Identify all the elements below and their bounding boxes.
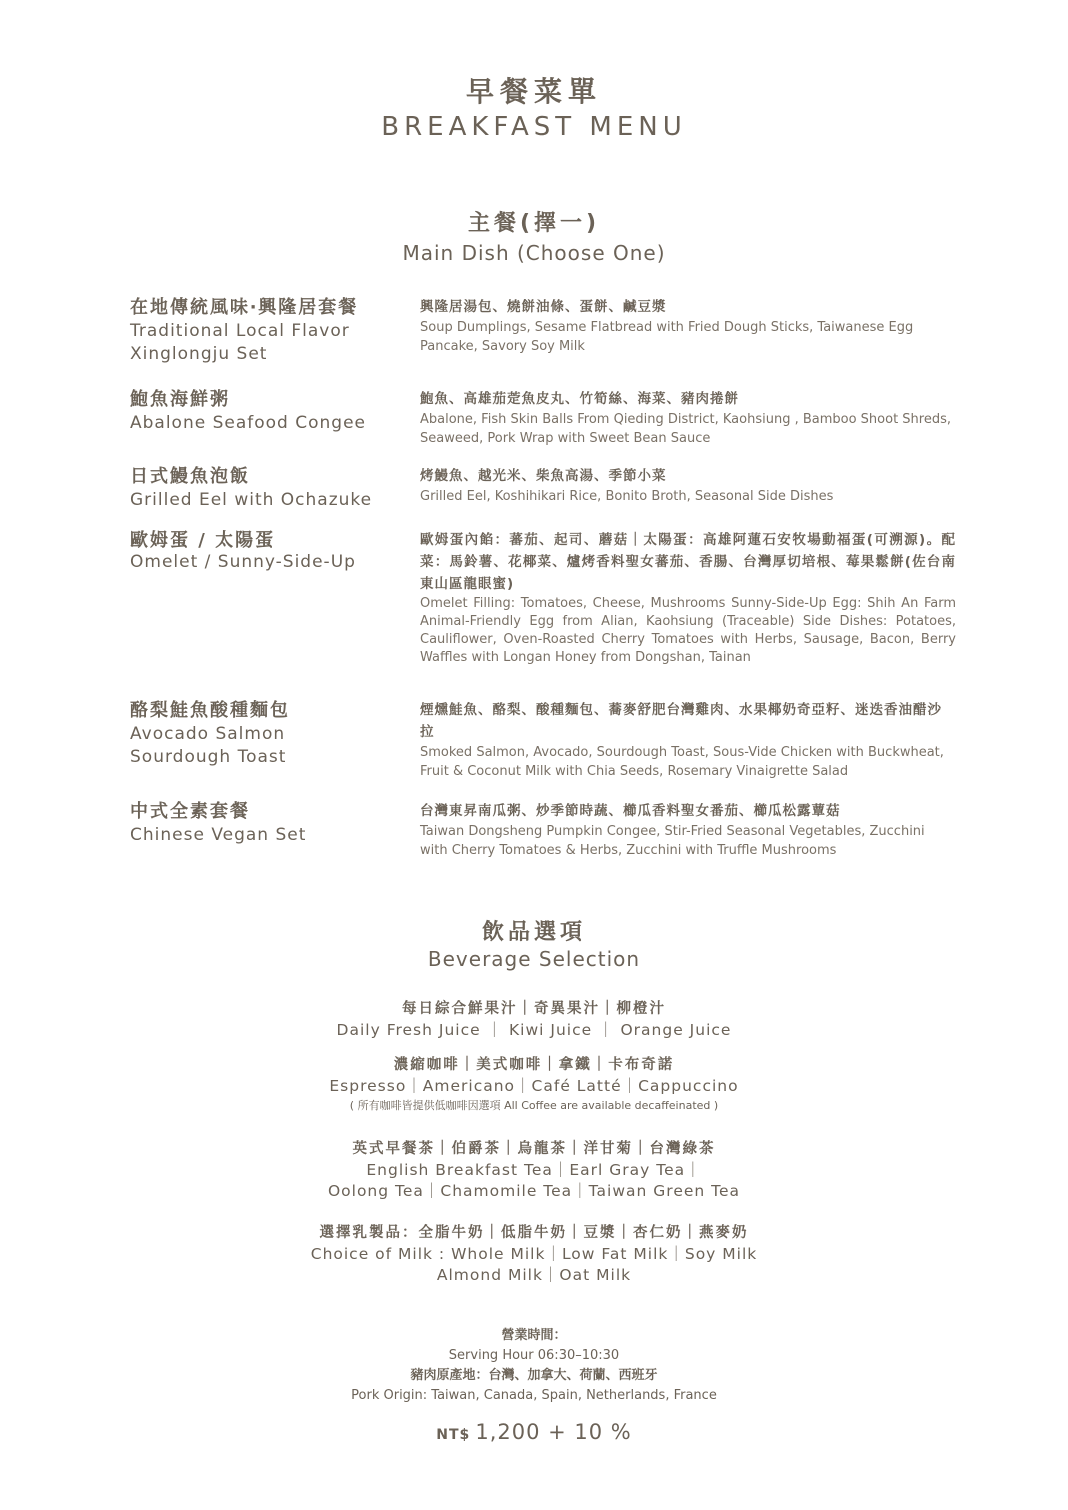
dish-name-en: Grilled Eel with Ochazuke [130,490,373,510]
main-dish-heading-en: Main Dish (Choose One) [402,241,666,265]
dish-name [130,699,410,769]
dish-name-en: Avocado Salmon [130,724,286,744]
pork-origin-zh: 豬肉原產地：台灣、加拿大、荷蘭、西班牙 [410,1368,658,1383]
dish-name [130,388,410,435]
coffee-decaf-note: ( 所有咖啡皆提供低咖啡因選項 All Coffee are available decaffeinated ) [349,1099,719,1112]
milk-options-en: Choice of Milk : Whole Milk｜Low Fat Milk｜Soy Milk [310,1245,758,1263]
dish-name-en: Abalone Seafood Congee [130,413,367,433]
dish-name-zh: 鮑魚海鮮粥 [130,389,230,410]
dish-name-zh: 中式全素套餐 [130,801,250,822]
dish-name-zh: 日式鰻魚泡飯 [130,466,250,487]
beverage-heading-en: Beverage Selection [427,947,641,971]
milk-options-en: Almond Milk｜Oat Milk [436,1266,632,1284]
price-currency: NT$ [436,1427,471,1443]
dish-name [130,296,410,366]
milk-options [0,1222,1068,1286]
dish-desc-en: Soup Dumplings, Sesame Flatbread with Fried Dough Sticks, Taiwanese Egg Pancake, Savory Soy Milk [420,320,914,354]
price [0,1420,1068,1444]
dish-name-en: Sourdough Toast [130,747,287,767]
pork-origin-en: Pork Origin: Taiwan, Canada, Spain, Netherlands, France [351,1388,717,1403]
dish-name-en: Traditional Local Flavor [130,321,350,341]
dish-name-en: Omelet / Sunny-Side-Up [130,552,356,572]
serving-hours-label: 營業時間： [501,1328,567,1343]
juice-options-zh: 每日綜合鮮果汁｜奇異果汁｜柳橙汁 [402,1001,666,1017]
juice-options-en: Daily Fresh Juice ｜ Kiwi Juice ｜ Orange Juice [336,1021,732,1039]
tea-options-en: Oolong Tea｜Chamomile Tea｜Taiwan Green Tea [327,1182,741,1200]
dish-description [420,296,956,356]
dish-name [130,529,410,572]
dish-desc-zh: 台灣東昇南瓜粥、炒季節時蔬、櫛瓜香料聖女番茄、櫛瓜松露蕈菇 [420,803,841,819]
milk-options-zh: 選擇乳製品：全脂牛奶｜低脂牛奶｜豆漿｜杏仁奶｜燕麥奶 [319,1225,749,1241]
dish-desc-en: Grilled Eel, Koshihikari Rice, Bonito Broth, Seasonal Side Dishes [420,489,834,504]
tea-options [0,1138,1068,1202]
menu-title-zh: 早餐菜單 [465,75,602,108]
coffee-options-zh: 濃縮咖啡｜美式咖啡｜拿鐵｜卡布奇諾 [393,1057,675,1073]
price-value: 1,200 + 10 % [475,1420,632,1444]
coffee-options-en: Espresso｜Americano｜Café Latté｜Cappuccino [329,1077,739,1095]
dish-name [130,800,410,847]
tea-options-en: English Breakfast Tea｜Earl Gray Tea｜ [366,1161,702,1179]
main-dish-heading-zh: 主餐(擇一) [467,211,601,236]
dish-name [130,465,410,512]
coffee-options [0,1054,1068,1115]
dish-desc-zh: 鮑魚、高雄茄萣魚皮丸、竹筍絲、海菜、豬肉捲餅 [420,391,739,407]
dish-description [420,465,956,506]
dish-desc-en: Abalone, Fish Skin Balls From Qieding District, Kaohsiung , Bamboo Shoot Shreds, Seaweed, Pork Wrap with Sweet Bean Sauce [420,412,952,446]
dish-desc-en: Smoked Salmon, Avocado, Sourdough Toast, Sous-Vide Chicken with Buckwheat, Fruit & Coconut Milk with Chia Seeds, Rosemary Vinaigrette Salad [420,745,944,779]
dish-desc-zh: 歐姆蛋內餡：蕃茄、起司、蘑菇｜太陽蛋：高雄阿蓮石安牧場動福蛋(可溯源)。配菜：馬鈴薯、花椰菜、爐烤香料聖女蕃茄、香腸、台灣厚切培根、莓果鬆餅(佐台南東山區龍眼蜜) [420,532,956,592]
serving-hours: Serving Hour 06:30–10:30 [448,1348,620,1363]
dish-description [420,699,956,781]
menu-title-en: BREAKFAST MENU [381,112,687,142]
dish-desc-zh: 烤鰻魚、越光米、柴魚高湯、季節小菜 [420,468,667,484]
beverage-heading-zh: 飲品選項 [481,920,586,945]
dish-desc-zh: 煙燻鮭魚、酪梨、酸種麵包、蕎麥舒肥台灣雞肉、水果椰奶奇亞籽、迷迭香油醋沙拉 [420,702,942,740]
dish-name-en: Xinglongju Set [130,344,268,364]
dish-desc-en: Omelet Filling: Tomatoes, Cheese, Mushrooms Sunny-Side-Up Egg: Shih An Farm Animal-Friendly Egg from Alian, Kaohsiung (Traceable) Side Dishes: Potatoes, Cauliflower, Oven-Roasted Cherry Tomatoes with Herbs, Sausage, Bacon, Berry Waffles with Longan Honey from Dongshan, Tainan [420,596,956,665]
dish-name-zh: 在地傳統風味‧興隆居套餐 [130,297,359,318]
dish-name-zh: 酪梨鮭魚酸種麵包 [130,700,290,721]
tea-options-zh: 英式早餐茶｜伯爵茶｜烏龍茶｜洋甘菊｜台灣綠茶 [352,1141,716,1157]
dish-name-en: Chinese Vegan Set [130,825,307,845]
juice-options [0,998,1068,1041]
dish-name-zh: 歐姆蛋 / 太陽蛋 [130,530,276,551]
dish-description [420,800,956,860]
dish-description [420,388,956,448]
footer-info [0,1326,1068,1406]
dish-description [420,529,956,667]
dish-desc-zh: 興隆居湯包、燒餅油條、蛋餅、鹹豆漿 [420,299,667,315]
dish-desc-en: Taiwan Dongsheng Pumpkin Congee, Stir-Fried Seasonal Vegetables, Zucchini with Cherry Tomatoes & Herbs, Zucchini with Truffle Mushrooms [420,824,925,858]
